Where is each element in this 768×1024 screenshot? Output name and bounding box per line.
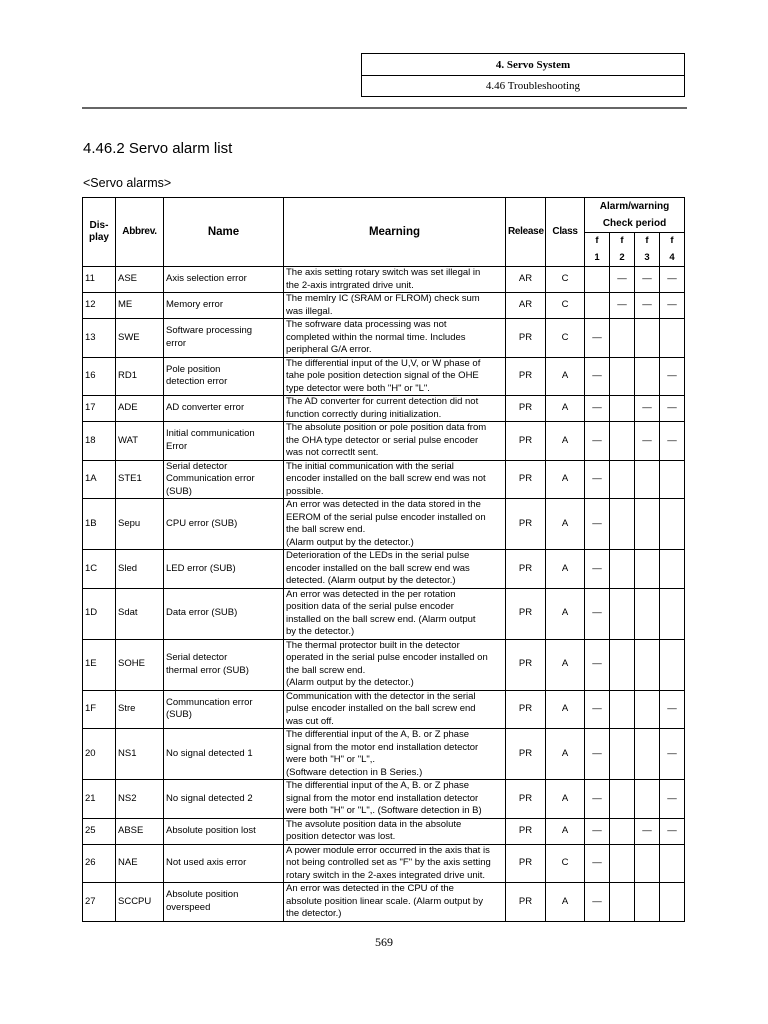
alarm-name-line: Absolute position lost [166,824,256,836]
alarm-class: A [546,460,585,499]
check-period-f1: — [585,319,610,358]
check-period-f2: — [610,293,635,319]
alarm-name-line: overspeed [166,901,211,913]
alarm-display-code: 25 [83,818,116,844]
alarm-meaning-line: Deterioration of the LEDs in the serial pulse [286,550,470,561]
alarm-release: PR [506,319,546,358]
header-f3-number: 3 [635,250,660,267]
alarm-meaning-line: not being controlled set as "F" by the axis setting [286,857,491,868]
alarm-meaning-line: completed within the normal time. Includes [286,331,466,343]
alarm-meaning-line: An error was detected in the CPU of the [286,883,454,894]
alarm-abbrev: SWE [116,319,164,358]
check-period-f3 [635,357,660,396]
running-header [361,53,685,97]
header-alarm-warning: Alarm/warning [585,198,685,216]
alarm-display-code: 1C [83,550,116,589]
alarm-display-code: 1F [83,690,116,729]
alarm-row [83,460,685,499]
alarm-name-line: Error [166,440,188,452]
alarm-class: A [546,357,585,396]
alarm-release: PR [506,396,546,422]
header-f1-number: 1 [585,250,610,267]
check-period-f3: — [635,818,660,844]
alarm-name-line: (SUB) [166,709,192,721]
alarm-release: PR [506,460,546,499]
servo-alarm-table [82,197,685,922]
alarm-meaning [284,396,506,422]
alarm-meaning [284,319,506,358]
alarm-row [83,357,685,396]
alarm-meaning-line: The thermal protector built in the detector [286,639,460,651]
alarm-class: A [546,422,585,461]
alarm-name-line: error [166,337,187,349]
check-period-f3 [635,588,660,639]
check-period-f2 [610,499,635,550]
alarm-row [83,422,685,461]
alarm-row [83,550,685,589]
subtitle: <Servo alarms> [83,176,172,190]
alarm-meaning-line: operated in the serial pulse encoder installed on [286,652,488,663]
alarm-display-code: 18 [83,422,116,461]
alarm-abbrev: ABSE [116,818,164,844]
header-f3-letter: f [635,233,660,250]
alarm-abbrev: Sled [116,550,164,589]
alarm-meaning-line: the ball screw end. [286,664,366,676]
check-period-f1: — [585,396,610,422]
alarm-class: A [546,639,585,690]
alarm-abbrev: NAE [116,844,164,883]
alarm-class: A [546,690,585,729]
alarm-class: A [546,588,585,639]
alarm-row [83,396,685,422]
alarm-meaning-line: absolute position linear scale. (Alarm output by [286,895,483,907]
header-class: Class [546,198,585,267]
alarm-meaning-line: EEROM of the serial pulse encoder installed on [286,511,486,523]
check-period-f1: — [585,550,610,589]
alarm-abbrev: SOHE [116,639,164,690]
alarm-meaning [284,818,506,844]
alarm-release: PR [506,883,546,922]
alarm-meaning-line: function correctly during initialization. [286,408,442,420]
alarm-row [83,319,685,358]
alarm-row [83,639,685,690]
alarm-meaning-line: The absolute position or pole position data from [286,422,487,433]
header-abbrev: Abbrev. [116,198,164,267]
alarm-name-line: Absolute position [166,889,239,901]
alarm-release: PR [506,639,546,690]
header-f2-number: 2 [610,250,635,267]
check-period-f4 [660,460,685,499]
alarm-class: C [546,844,585,883]
header-meaning: Mearning [284,198,506,267]
alarm-class: C [546,267,585,293]
alarm-meaning [284,639,506,690]
alarm-release: PR [506,818,546,844]
alarm-class: C [546,293,585,319]
alarm-row [83,690,685,729]
alarm-meaning-line: were both "H" or "L",. [286,754,375,765]
alarm-meaning-line: tahe pole position detection signal of the OHE [286,370,479,381]
alarm-name-line: AD converter error [166,402,245,414]
alarm-name [164,729,284,780]
check-period-f1 [585,293,610,319]
alarm-release: AR [506,293,546,319]
alarm-meaning-line: peripheral G/A error. [286,344,372,355]
alarm-meaning-line: The sofrware data processing was not [286,319,447,330]
check-period-f1: — [585,422,610,461]
check-period-f4: — [660,780,685,819]
alarm-row [83,499,685,550]
check-period-f3 [635,883,660,922]
alarm-name-line: Communcation error [166,696,253,708]
header-f4-number: 4 [660,250,685,267]
alarm-name [164,690,284,729]
header-f4-letter: f [660,233,685,250]
alarm-meaning-line: by the detector.) [286,626,355,637]
alarm-name [164,267,284,293]
alarm-display-code: 1A [83,460,116,499]
alarm-row [83,883,685,922]
alarm-display-code: 21 [83,780,116,819]
alarm-abbrev: ME [116,293,164,319]
alarm-meaning-line: signal from the motor end installation detector [286,792,479,804]
check-period-f2: — [610,267,635,293]
check-period-f3 [635,550,660,589]
alarm-meaning-line: the 2-axis intrgrated drive unit. [286,279,414,291]
check-period-f1: — [585,729,610,780]
alarm-meaning-line: pulse encoder installed on the ball screw end [286,703,476,714]
header-display-line2: play [88,232,109,243]
alarm-name-line: No signal detected 2 [166,792,253,804]
check-period-f4 [660,639,685,690]
check-period-f3: — [635,267,660,293]
alarm-meaning-line: An error was detected in the per rotation [286,588,456,600]
alarm-name-line: Initial communication [166,428,255,440]
check-period-f4 [660,499,685,550]
alarm-meaning-line: (Alarm output by the detector.) [286,536,414,548]
header-display [83,198,116,267]
alarm-meaning-line: The memlry IC (SRAM or FLROM) check sum [286,293,480,304]
alarm-name-line: Software processing [166,325,253,337]
check-period-f1: — [585,844,610,883]
alarm-display-code: 1B [83,499,116,550]
check-period-f2 [610,883,635,922]
alarm-abbrev: Sepu [116,499,164,550]
alarm-display-code: 12 [83,293,116,319]
check-period-f3 [635,729,660,780]
alarm-name-line: Data error (SUB) [166,607,238,619]
alarm-name [164,460,284,499]
check-period-f1: — [585,690,610,729]
alarm-meaning-line: An error was detected in the data stored in the [286,499,481,510]
alarm-meaning-line: possible. [286,485,324,497]
alarm-name-line: thermal error (SUB) [166,664,249,676]
alarm-name [164,818,284,844]
alarm-meaning-line: The differential input of the A, B. or Z phase [286,780,470,791]
check-period-f2 [610,818,635,844]
alarm-row [83,844,685,883]
check-period-f3 [635,690,660,729]
page-number: 569 [375,935,393,949]
alarm-meaning [284,729,506,780]
alarm-meaning-line: rotary switch in the 2-axes integrated drive unit. [286,869,486,881]
check-period-f2 [610,422,635,461]
check-period-f3: — [635,422,660,461]
alarm-abbrev: NS1 [116,729,164,780]
alarm-abbrev: ASE [116,267,164,293]
check-period-f3 [635,319,660,358]
check-period-f2 [610,550,635,589]
alarm-abbrev: Stre [116,690,164,729]
alarm-row [83,780,685,819]
check-period-f1: — [585,818,610,844]
alarm-release: PR [506,499,546,550]
check-period-f4 [660,550,685,589]
alarm-name-line: (SUB) [166,485,192,497]
alarm-meaning-line: A power module error occurred in the axis that is [286,844,490,856]
alarm-display-code: 17 [83,396,116,422]
check-period-f4: — [660,818,685,844]
alarm-class: A [546,499,585,550]
alarm-name [164,396,284,422]
alarm-meaning [284,588,506,639]
alarm-release: PR [506,780,546,819]
alarm-rows [83,267,685,922]
alarm-release: PR [506,690,546,729]
alarm-display-code: 1E [83,639,116,690]
alarm-abbrev: STE1 [116,460,164,499]
alarm-class: A [546,818,585,844]
check-period-f2 [610,588,635,639]
alarm-name [164,639,284,690]
alarm-meaning-line: (Software detection in B Series.) [286,766,423,778]
alarm-name-line: Not used axis error [166,857,247,868]
alarm-meaning-line: the detector.) [286,908,342,919]
header-f2-letter: f [610,233,635,250]
check-period-f3 [635,460,660,499]
alarm-name [164,550,284,589]
alarm-class: A [546,729,585,780]
check-period-f4 [660,588,685,639]
alarm-meaning [284,422,506,461]
check-period-f1: — [585,357,610,396]
check-period-f1 [585,267,610,293]
alarm-meaning-line: The avsolute position data in the absolute [286,818,462,830]
alarm-meaning [284,357,506,396]
alarm-display-code: 1D [83,588,116,639]
alarm-name-line: LED error (SUB) [166,562,236,574]
header-display-line1: Dis- [89,219,109,231]
alarm-meaning-line: The differential input of the A, B. or Z phase [286,729,470,740]
alarm-abbrev: SCCPU [116,883,164,922]
alarm-name [164,357,284,396]
header-release: Release [506,198,546,267]
header-name: Name [164,198,284,267]
alarm-meaning-line: was cut off. [286,715,334,727]
check-period-f2 [610,319,635,358]
alarm-row [83,293,685,319]
alarm-name [164,588,284,639]
alarm-class: A [546,780,585,819]
check-period-f2 [610,639,635,690]
alarm-abbrev: Sdat [116,588,164,639]
alarm-abbrev: ADE [116,396,164,422]
header-rule [82,107,687,109]
alarm-meaning-line: type detector were both "H" or "L". [286,382,430,394]
alarm-meaning-line: detected. (Alarm output by the detector.) [286,575,456,586]
alarm-meaning-line: The axis setting rotary switch was set illegal in [286,267,481,278]
alarm-meaning [284,844,506,883]
section-heading: 4.46 Troubleshooting [485,80,581,92]
alarm-meaning [284,690,506,729]
alarm-class: A [546,550,585,589]
alarm-meaning-line: position detector was lost. [286,831,396,842]
alarm-meaning-line: The initial communication with the serial [286,460,454,472]
alarm-abbrev: WAT [116,422,164,461]
alarm-row [83,588,685,639]
alarm-name-line: Pole position [166,363,221,375]
check-period-f4: — [660,357,685,396]
alarm-meaning-line: Communication with the detector in the serial [286,690,476,702]
alarm-release: PR [506,588,546,639]
check-period-f3: — [635,396,660,422]
alarm-name-line: No signal detected 1 [166,747,253,759]
check-period-f2 [610,396,635,422]
alarm-meaning-line: signal from the motor end installation detector [286,741,479,753]
check-period-f1: — [585,499,610,550]
alarm-name [164,844,284,883]
check-period-f4 [660,319,685,358]
check-period-f3 [635,780,660,819]
check-period-f2 [610,357,635,396]
alarm-name-line: detection error [166,376,228,388]
alarm-meaning-line: encoder installed on the ball screw end was not [286,473,486,484]
alarm-row [83,729,685,780]
check-period-f3: — [635,293,660,319]
check-period-f4 [660,883,685,922]
alarm-display-code: 26 [83,844,116,883]
alarm-name [164,780,284,819]
check-period-f4: — [660,422,685,461]
check-period-f2 [610,780,635,819]
alarm-name-line: Serial detector [166,652,228,663]
alarm-display-code: 16 [83,357,116,396]
alarm-name-line: Serial detector [166,460,228,472]
check-period-f2 [610,460,635,499]
alarm-meaning-line: position data of the serial pulse encoder [286,601,454,612]
check-period-f1: — [585,588,610,639]
check-period-f4 [660,844,685,883]
check-period-f1: — [585,460,610,499]
alarm-meaning-line: was not correctlt sent. [286,447,379,458]
header-check-period: Check period [585,216,685,233]
check-period-f1: — [585,639,610,690]
alarm-name [164,499,284,550]
check-period-f3 [635,844,660,883]
alarm-name [164,293,284,319]
alarm-meaning [284,293,506,319]
alarm-meaning [284,460,506,499]
alarm-abbrev: RD1 [116,357,164,396]
alarm-abbrev: NS2 [116,780,164,819]
section-title: 4.46.2 Servo alarm list [83,140,233,157]
alarm-meaning-line: encoder installed on the ball screw end was [286,562,470,574]
alarm-name [164,319,284,358]
alarm-name [164,883,284,922]
alarm-name-line: Communication error [166,473,255,484]
alarm-class: A [546,883,585,922]
alarm-row [83,818,685,844]
alarm-meaning-line: (Alarm output by the detector.) [286,677,414,688]
alarm-meaning-line: installed on the ball screw end. (Alarm output [286,613,476,625]
alarm-display-code: 27 [83,883,116,922]
check-period-f2 [610,844,635,883]
alarm-release: PR [506,422,546,461]
alarm-meaning [284,780,506,819]
alarm-name-line: Memory error [166,299,224,311]
check-period-f4: — [660,293,685,319]
alarm-meaning-line: were both "H" or "L",. (Software detection in B) [286,805,482,816]
alarm-display-code: 13 [83,319,116,358]
alarm-release: AR [506,267,546,293]
check-period-f3 [635,499,660,550]
check-period-f2 [610,690,635,729]
alarm-meaning [284,550,506,589]
check-period-f4: — [660,267,685,293]
alarm-display-code: 11 [83,267,116,293]
check-period-f3 [635,639,660,690]
check-period-f2 [610,729,635,780]
header-f1-letter: f [585,233,610,250]
alarm-meaning [284,499,506,550]
alarm-meaning-line: the ball screw end. [286,524,366,535]
alarm-release: PR [506,357,546,396]
alarm-meaning [284,883,506,922]
alarm-meaning [284,267,506,293]
check-period-f4: — [660,690,685,729]
alarm-meaning-line: the OHA type detector or serial pulse encoder [286,434,479,446]
alarm-name-line: Axis selection error [166,273,247,285]
check-period-f4: — [660,729,685,780]
alarm-class: A [546,396,585,422]
alarm-display-code: 20 [83,729,116,780]
alarm-meaning-line: The AD converter for current detection did not [286,396,479,407]
alarm-class: C [546,319,585,358]
check-period-f1: — [585,780,610,819]
alarm-release: PR [506,844,546,883]
alarm-meaning-line: was illegal. [286,305,333,317]
alarm-release: PR [506,550,546,589]
chapter-heading: 4. Servo System [362,54,684,76]
alarm-meaning-line: The differential input of the U,V, or W phase of [286,357,481,369]
check-period-f1: — [585,883,610,922]
alarm-name [164,422,284,461]
alarm-name-line: CPU error (SUB) [166,517,238,529]
alarm-row [83,267,685,293]
check-period-f4: — [660,396,685,422]
alarm-release: PR [506,729,546,780]
